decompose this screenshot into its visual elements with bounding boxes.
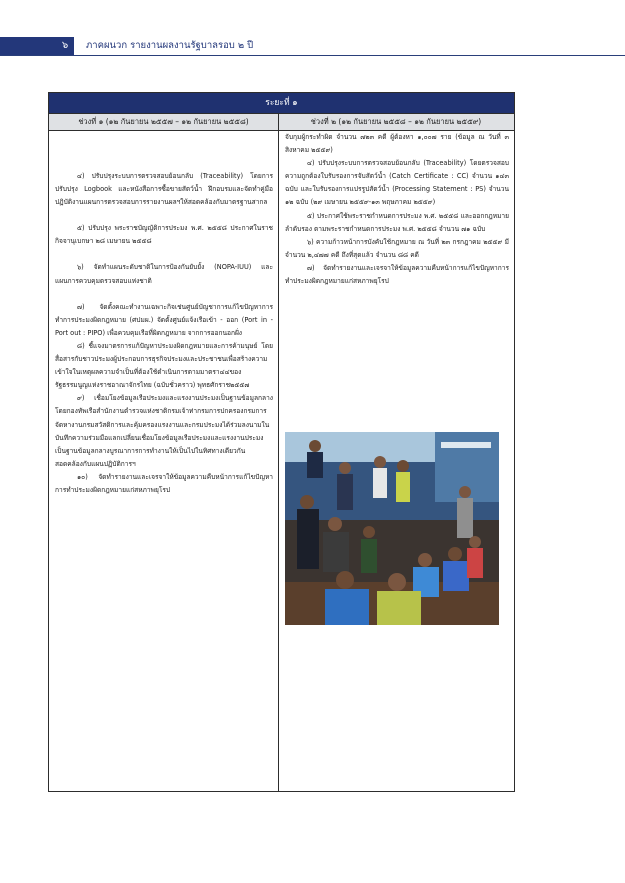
page-header xyxy=(0,37,625,56)
inspection-photo xyxy=(285,432,499,625)
page-number: ๖ xyxy=(61,40,69,51)
right-paragraph: ๕) ประกาศใช้พระราชกำหนดการประมง พ.ศ. ๒๕๕๘ และออกกฎหมายลำดับรอง ตามพระราชกำหนดการประมง พ.ศ. ๒๕๕๘ จำนวน ๗๑ ฉบับ xyxy=(285,211,509,233)
column-divider xyxy=(278,129,279,791)
left-paragraph: ๙) เชื่อมโยงข้อมูลเรือประมงและแรงงานประมงเป็นฐานข้อมูลกลางโดยกองทัพเรือสำนักงานตำรวจแห่งชาติกรมเจ้าท่ากรมการปกครองกรมการจัดหางานกรมสวัสดิการและคุ้มครองแรงงานและกรมประมงได้ร่วมลงนามในบันทึกความร่วมมือแลกเปลี่ยนเชื่อมโยงข้อมูลเรือประมงและแรงงานประมงเป็นฐานข้อมูลกลางบูรณาการการทำงานให้เป็นไปในทิศทางเดียวกันสอดคล้องกับแผนปฏิบัติการฯ xyxy=(55,394,273,468)
photo-illustration xyxy=(285,432,499,625)
right-column-content xyxy=(285,131,509,288)
page-number-tab xyxy=(0,37,74,55)
column-header-period-1: ช่วงที่ ๑ (๑๒ กันยายน ๒๕๕๗ – ๑๒ กันยายน ๒๕๕๘) xyxy=(49,114,279,130)
left-paragraph: ๑๐) จัดทำรายงานและเจรจาให้ข้อมูลความคืบหน้าการแก้ไขปัญหาการทำประมงผิดกฎหมายแก่สหภาพยุโรป xyxy=(55,472,273,494)
column-header-row xyxy=(49,113,514,131)
left-column-content xyxy=(55,131,273,497)
column-header-period-2: ช่วงที่ ๒ (๑๒ กันยายน ๒๕๕๘ – ๑๒ กันยายน ๒๕๕๙) xyxy=(310,117,482,126)
phase-title: ระยะที่ ๑ xyxy=(49,93,514,113)
right-paragraph: ๗) จัดทำรายงานและเจรจาให้ข้อมูลความคืบหน้าการแก้ไขปัญหาการทำประมงผิดกฎหมายแก่สหภาพยุโรป xyxy=(285,263,509,286)
right-paragraph: ๔) ปรับปรุงระบบการตรวจสอบย้อนกลับ (Traceability) โดยตรวจสอบความถูกต้องใบรับรองการจับสัตว์น้ำ (Catch Certificate : CC) จำนวน ๑๔๓ ฉบับ และใบรับรองการแปรรูปสัตว์น้ำ (Processing Statement : PS) จำนวน ๑๒ ฉบับ (๒๙ เมษายน ๒๕๕๙-๑๓ พฤษภาคม ๒๕๕๙) xyxy=(285,159,509,207)
left-paragraph: ๘) ชี้แจงมาตรการแก้ปัญหาประมงผิดกฎหมายและการค้ามนุษย์ โดยสื่อสารกับชาวประมงผู้ประกอบการธุรกิจประมงและประชาชนเพื่อสร้างความเข้าใจในเหตุผลความจำเป็นที่ต้องใช้ดำเนินการตามมาตรา๔๔ของรัฐธรรมนูญแห่งราชอาณาจักรไทย (ฉบับชั่วคราว) พุทธศักราช๒๕๕๗ xyxy=(55,341,273,390)
left-paragraph: ๕) ปรับปรุง พระราชบัญญัติการประมง พ.ศ. ๒๕๕๘ ประกาศในราชกิจจานุเบกษา ๒๘ เมษายน ๒๕๕๘ xyxy=(55,224,273,246)
left-paragraph: ๖) จัดทำแผนระดับชาติในการป้องกันยับยั้ง (NOPA-IUU) และแผนการควบคุมตรวจสอบแห่งชาติ xyxy=(55,263,273,285)
right-paragraph: จับกุมผู้กระทำผิด จำนวน ๗๒๓ คดี ผู้ต้องหา ๑,๐๐๗ ราย (ข้อมูล ณ วันที่ ๓ สิงหาคม ๒๕๕๙) xyxy=(285,133,509,155)
left-paragraph: ๗) จัดตั้งคณะทำงานเฉพาะกิจเช่นศูนย์บัญชาการแก้ไขปัญหาการทำการประมงผิดกฎหมาย (ศปมผ.) จัดตั้งศูนย์แจ้งเรือเข้า - ออก (Port in - Port out : PIPO) เพื่อควบคุมเรือที่ผิดกฎหมาย จากการออกนอกฝั่ง xyxy=(55,302,273,337)
left-paragraph: ๔) ปรับปรุงระบบการตรวจสอบย้อนกลับ (Traceability) โดยการปรับปรุง Logbook และหนังสือการซื้อขายสัตว์น้ำ ฝึกอบรมและจัดทำคู่มือปฏิบัติงานแผนการตรวจสอบการรายงานผลฯให้สอดคล้องกับมาตรฐานสากล xyxy=(55,172,273,207)
header-title: ภาคผนวก รายงานผลงานรัฐบาลรอบ ๒ ปี xyxy=(86,40,254,51)
right-paragraph: ๖) ความก้าวหน้าการบังคับใช้กฎหมาย ณ วันที่ ๒๓ กรกฎาคม ๒๕๕๙ มีจำนวน ๒,๔๗๗ คดี ถึงที่สุดแล้ว จำนวน ๘๘ คดี xyxy=(285,237,509,259)
